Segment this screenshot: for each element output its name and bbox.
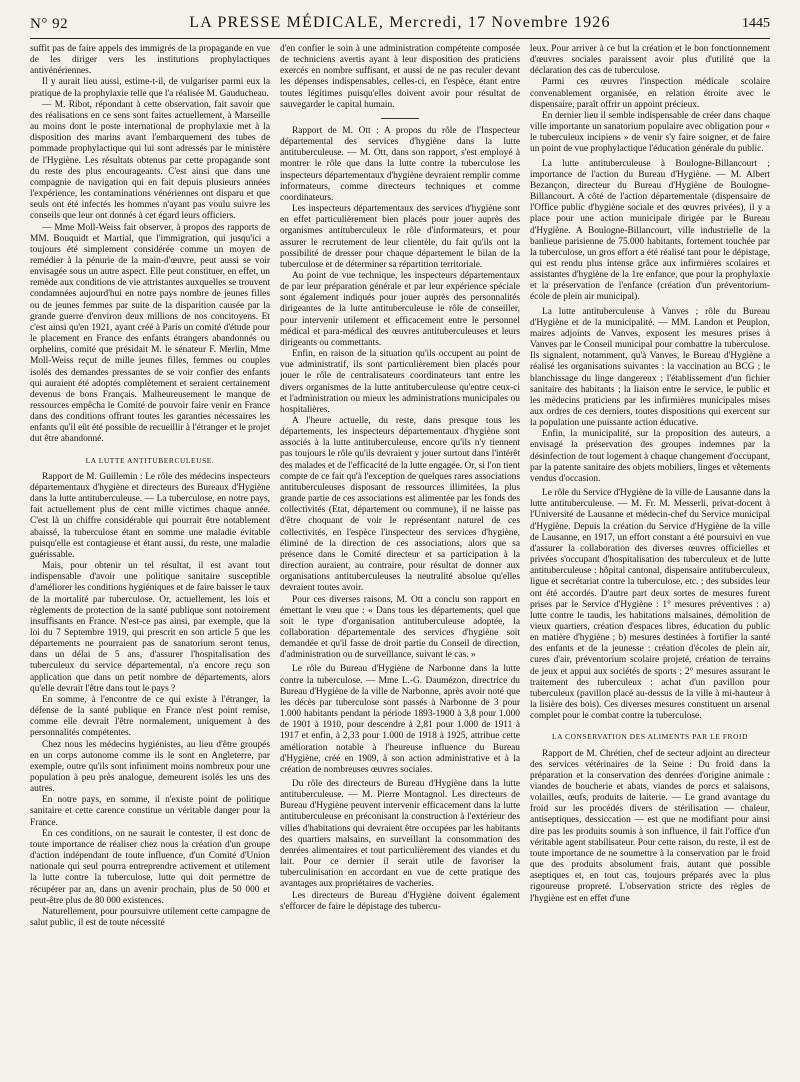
page-header bbox=[30, 14, 770, 36]
paragraph: Parmi ces œuvres l'inspection médicale scolaire convenablement organisée, en relation étroite avec le dispensaire, paraît offrir un appoint précieux. bbox=[530, 77, 770, 110]
page-number: 1445 bbox=[742, 16, 770, 31]
paragraph: En dernier lieu il semble indispensable de créer dans chaque ville importante un sanatorium populaire avec obligation pour « le tuberculeux incipiens » de venir s'y faire soigner, et de faire un point de vue prophylactique l'éducation générale du public. bbox=[530, 110, 770, 155]
paragraph: Rapport de M. Chrétien, chef de secteur adjoint au directeur des services vétérinaires de la Seine : Du froid dans la préparation et la conservation des denrées d'origine animale : viandes de boucherie et abats, viandes de porcs et salaisons, volailles, œufs, produits de laiterie. — Le grand avantage du froid sur les procédés divers de stérilisation — chaleur, antiseptiques, dessiccation — est que ne modifiant pour ainsi dire pas les produits soumis à son influence, il fait l'office d'un véritable agent stabilisateur. Pour cette raison, du reste, il est de toute importance de ne soumettre à la conservation par le froid que des produits absolument frais, autant que possible aseptiques et, en tout cas, toujours préparés avec la plus rigoureuse propreté. L'observation stricte des règles de l'hygiène est en effet d'une bbox=[530, 748, 770, 904]
paragraph: Il y aurait lieu aussi, estime-t-il, de vulgariser parmi eux la pratique de la prophylaxie telle que l'a réalisée M. Gauducheau. bbox=[30, 77, 270, 99]
paragraph: Rapport de M. Guillemin : Le rôle des médecins inspecteurs départementaux d'hygiène et directeurs des Bureaux d'Hygiène dans la lutte antituberculeuse. — La tuberculose, en notre pays, fait actuellement plus de cent mille victimes chaque année. C'est là un chiffre considérable qui pourrait être notablement abaissé, la tuberculose étant en somme une maladie évitable puisqu'elle est contagieuse et étant aussi, du reste, une maladie guérissable. bbox=[30, 471, 270, 560]
header-rule bbox=[30, 38, 770, 39]
section-heading: LA LUTTE ANTITUBERCULEUSE. bbox=[85, 455, 215, 465]
paragraph: — Mme Moll-Weiss fait observer, à propos des rapports de MM. Bouquidt et Martial, que l'immigration, qui jusqu'ici a toujours été simplement considérée comme un moyen de remédier à la pénurie de la main-d'œuvre, peut aussi se voir envisagée sous un autre aspect. Elle peut constituer, en effet, un remède aux conditions de vie attristantes auxquelles se trouvent condamnées aujourd'hui en notre pays nombre de jeunes filles ou de jeunes femmes par suite de la disparition causée par la grande guerre d'environ deux millions de nos concitoyens. Et c'est ainsi qu'en 1921, ayant créé à Paris un comité d'étude pour le placement en France des enfants étrangers abandonnés ou orphelins, comité que présidait M. le sénateur F. Merlin, Mme Moll-Weiss reçut de mille jeunes filles, femmes ou couples isolés des demandes pressantes de se voir confier des enfants qui auraient été adoptés complètement et seraient certainement devenus de bons Français. Malheureusement le manque de ressources empêcha le Comité de pouvoir faire venir en France dans des conditions offrant toutes les garanties nécessaires les enfants qu'il eût été possible de recueillir à l'étranger et le projet dut être abandonné. bbox=[30, 222, 270, 445]
paragraph: leux. Pour arriver à ce but la création et le bon fonctionnement d'œuvres sociales paraissent avoir plus d'utilité que la déclaration des cas de tuberculose. bbox=[530, 44, 770, 77]
separator-rule bbox=[381, 118, 419, 119]
paragraph: Les directeurs de Bureau d'Hygiène doivent également s'efforcer de faire le dépistage des tubercu- bbox=[280, 890, 520, 912]
paragraph: Mais, pour obtenir un tel résultat, il est avant tout indispensable d'avoir une politique sanitaire susceptible d'améliorer les conditions hygiéniques et de faire baisser le taux de la mortalité par tuberculose. Or, actuellement, les lois et règlements de protection de la santé publique sont notoirement insuffisants en France. N'est-ce pas ainsi, par exemple, que la loi du 7 Septembre 1919, qui prescrit en son article 5 que les départements ne pourraient pas de sanatorium seront tenus, dans un délai de 5 ans, d'assurer l'hospitalisation des tuberculeux du service départemental, n'a encore reçu son application que dans un petit nombre de départements, alors qu'elle devrait l'être dans tout le pays ? bbox=[30, 561, 270, 694]
paragraph: La lutte antituberculeuse à Vanves ; rôle du Bureau d'Hygiène et de la municipalité. — MM. Landon et Peuplon, maires adjoints de Vanves, exposent les mesures prises à Vanves par le Conseil municipal pour combattre la tuberculose. Ils signalent, notamment, qu'à Vanves, le Bureau d'Hygiène a réalisé les organisations suivantes : la vaccination au BCG ; le blanchissage du linge dangereux ; l'établissement d'un fichier sanitaire des habitants ; la liaison entre le service, le public et les médecins praticiens par les infirmières municipales mises aux ordres de ces derniers, toutes dispositions qui exercent sur la population une puissante action éducative. bbox=[530, 306, 770, 429]
journal-title: LA PRESSE MÉDICALE, Mercredi, 17 Novembre 1926 bbox=[189, 14, 611, 31]
paragraph: En somme, à l'encontre de ce qui existe à l'étranger, la défense de la santé publique en France n'est point remise, comme elle devrait l'être normalement, uniquement à des personnalités compétentes. bbox=[30, 694, 270, 739]
paragraph: Le rôle du Service d'Hygiène de la ville de Lausanne dans la lutte antituberculeuse. — M. Fr. M. Messerli, privat-docent à l'Université de Lausanne et médecin-chef du Service municipal d'Hygiène. Depuis la création du Service d'Hygiène de la ville de Lausanne, en 1917, un effort constant a été poursuivi en vue d'assurer la collaboration des diverses œuvres officielles et privées s'occupant d'hospitalisation des tuberculeux et de lutte antituberculeuse : hôpital cantonal, dispensaire antituberculeux, ligue et secrétariat contre la tuberculose, etc. ; des subsides leur ont été accordés. D'autre part deux sortes de mesures furent prises par le Service d'Hygiène : 1° mesures préventives : a) lutte contre le taudis, les habitations malsaines, démolition de vieux quartiers, création d'espaces libres, éducation du public en matière d'hygiène ; b) mesures destinées à fortifier la santé des enfants et de la jeunesse : création d'écoles de plein air, cures d'air, préventorium scolaire projeté, création de terrains de jeux et appui aux sociétés de sports ; 2° mesures assurant le traitement des tuberculeux : achat d'un pavillon pour tuberculeux (pavillon placé au-dessus de la ville à mi-hauteur à la lisière des bois). Ces diverses mesures constituent un arsenal complet pour le combat contre la tuberculose. bbox=[530, 488, 770, 722]
paragraph: Le rôle du Bureau d'Hygiène de Narbonne dans la lutte contre la tuberculose. — Mme L.-G. Daumézon, directrice du Bureau d'Hygiène de la ville de Narbonne, après avoir noté que les décès par tuberculose sont passés à Narbonne de 3 pour 1.000 habitants pendant la période 1893-1900 à 3,8 pour 1.000 de 1901 à 1910, pour descendre à 2,81 pour 1.000 de 1911 à 1917 et enfin, à 2,33 pour 1.000 de 1918 à 1925, attribue cette amélioration notable à l'heureuse influence du Bureau d'Hygiène, créé en 1909, à son action administrative et à la création de nombreuses œuvres sociales. bbox=[280, 664, 520, 775]
paragraph: A l'heure actuelle, du reste, dans presque tous les départements, les inspecteurs départementaux d'hygiène sont associés à la lutte antituberculeuse, encore qu'ils n'y tiennent pas toujours le rôle qu'ils devraient y jouer surtout dans l'intérêt des malades et de l'efficacité de la lutte engagée. Or, si l'on tient compte de ce fait qu'à l'exception de quelques rares associations antituberculeuses disposant de ressources illimitées, la plus grande partie de ces associations est alimentée par les fonds des collectivités (Etat, département ou commune), il ne laisse pas d'être choquant de voir le représentant naturel de ces collectivités, en l'espèce l'inspecteur des services d'hygiène, éliminé de la direction de ces associations, alors que sa présence dans le Comité directeur et sa participation à la direction auraient, au contraire, pour résultat de donner aux organisations antituberculeuses la neutralité absolue qu'elles devraient toutes avoir. bbox=[280, 416, 520, 594]
paragraph: En notre pays, en somme, il n'existe point de politique sanitaire et cette carence constitue un véritable danger pour la France. bbox=[30, 795, 270, 828]
paragraph: — M. Ribot, répondant à cette observation, fait savoir que des réalisations en ce sens sont faites actuellement, à Marseille au moins dont le poste international de prophylaxie met à la disposition des marins avant l'embarquement des tubes de pommade prophylactique qui lui sont adressés par le ministère de l'Hygiène. Les résultats obtenus par cette propagande sont du reste des plus encourageants. C'est ainsi que dans une compagnie de navigation qui en fait depuis plusieurs années l'expérience, les contaminations vénériennes ont disparu et que seuls ont été infectés les hommes n'ayant pas voulu suivre les conseils que leur ont donnés à cet égard leurs officiers. bbox=[30, 99, 270, 222]
section-heading: LA CONSERVATION DES ALIMENTS PAR LE FROID bbox=[551, 732, 749, 742]
paragraph: Enfin, la municipalité, sur la proposition des auteurs, a envisagé la préservation des groupes indemnes par la désinfection de tout logement à chaque changement d'occupant, par la patente sanitaire des objets mobiliers, linges et vêtements vendus d'occasion. bbox=[530, 429, 770, 484]
paragraph: d'en confier le soin à une administration compétente composée de techniciens avertis ayant à leur disposition des praticiens exercés en nombre suffisant, et aussi de ne pas reculer devant les dépenses indispensables, celles-ci, en l'espèce, étant entre toutes légitimes puisqu'elles doivent avoir pour résultat de sauvegarder le capital humain. bbox=[280, 44, 520, 110]
paragraph: Les inspecteurs départementaux des services d'hygiène sont en effet particulièrement bien placés pour jouer auprès des organismes antituberculeux le rôle d'informateurs, et pour assurer le recrutement de leur clientèle, du fait qu'ils ont la possibilité de dresser pour chaque département le bilan de la tuberculose et de déterminer sa répartition territoriale. bbox=[280, 204, 520, 270]
text-columns bbox=[30, 44, 770, 1078]
paragraph: Rapport de M. Ott : A propos du rôle de l'Inspecteur départemental des services d'hygiène dans la lutte antituberculeuse. — M. Ott, dans son rapport, s'est employé à montrer le rôle que dans la lutte contre la tuberculose les inspecteurs départementaux d'hygiène devraient remplir comme informateurs, comme directeurs techniques et comme coordinateurs. bbox=[280, 125, 520, 203]
column-3 bbox=[530, 44, 770, 1078]
paragraph: Chez nous les médecins hygiénistes, au lieu d'être groupés en un corps autonome comme ils le sont en Angleterre, par exemple, outre qu'ils sont infiniment moins nombreux pour une population à peu près analogue, demeurent isolés les uns des autres. bbox=[30, 739, 270, 795]
column-2 bbox=[280, 44, 520, 1078]
column-1 bbox=[30, 44, 270, 1078]
paragraph: Pour ces diverses raisons, M. Ott a conclu son rapport en émettant le vœu que : « Dans tous les départements, quel que soit le type d'organisation antituberculeuse adoptée, la collaboration départementale des services d'hygiène soit demandée et qu'il fasse de droit partie du Conseil de direction, d'administration ou de surveillance, suivant le cas. » bbox=[280, 594, 520, 661]
paragraph: La lutte antituberculeuse à Boulogne-Billancourt ; importance de l'action du Bureau d'Hygiène. — M. Albert Bezançon, directeur du Bureau d'Hygiène de Boulogne-Billancourt. A côté de l'action départementale (dispensaire de l'Office public d'hygiène sociale et des œuvres privées), il y a place pour une action municipale dirigée par le Bureau d'Hygiène. A Boulogne-Billancourt, ville industrielle de la banlieue parisienne de 75.000 habitants, fortement touchée par la tuberculose, un gros effort a été réalisé tant pour le dépistage, qui est rendu plus intense grâce aux infirmières scolaires et assistantes d'hygiène de la 1re enfance, que pour la prophylaxie et la préservation de l'enfance (création d'un préventorium-école de plein air municipal). bbox=[530, 158, 770, 303]
paragraph: Naturellement, pour poursuivre utilement cette campagne de salut public, il est de toute nécessité bbox=[30, 906, 270, 929]
issue-number: N° 92 bbox=[30, 16, 69, 32]
paragraph: Du rôle des directeurs de Bureau d'Hygiène dans la lutte antituberculeuse. — M. Pierre Montagnol. Les directeurs de Bureau d'Hygiène peuvent intervenir efficacement dans la lutte antituberculeuse en préconisant la construction à l'extérieur des villes d'habitations qui devraient être occupées par les habitants des quartiers malsains, en surveillant la consommation des denrées alimentaires et tout particulièrement des viandes et du lait. Pour ce dernier il serait utile de favoriser la tuberculinisation en accordant en vue de cette pratique des avantages aux propriétaires de vacheries. bbox=[280, 779, 520, 890]
paragraph: Enfin, en raison de la situation qu'ils occupent au point de vue administratif, ils sont particulièrement bien placés pour jouer le rôle de centralisateurs coordinateurs tant entre les divers organismes de la lutte antituberculeuse qu'entre ceux-ci et l'administration ou mieux les administrations municipales ou hospitalières. bbox=[280, 349, 520, 415]
paragraph: Au point de vue technique, les inspecteurs départementaux de par leur préparation générale et par leur expérience spéciale sont également indiqués pour jouer auprès des personnalités dirigeantes de la lutte antituberculeuse le rôle de conseiller, pour intervenir utilement et efficacement entre le personnel médical et para-médical des œuvres antituberculeuses et leurs dirigeants ou commettants. bbox=[280, 270, 520, 348]
paragraph: suffit pas de faire appels des immigrés de la propagande en vue de les diriger vers les institutions prophylactiques antivénériennes. bbox=[30, 44, 270, 77]
paragraph: En ces conditions, on ne saurait le contester, il est donc de toute importance de réaliser chez nous la création d'un groupe d'action indépendant de toute influence, d'un Comité d'Union nationale qui seul pourra entreprendre activement et utilement la lutte contre la tuberculose, lutte qui doit permettre de récupérer par an, dans un avenir prochain, plus de 50 000 et peut-être plus de 80 000 existences. bbox=[30, 828, 270, 906]
